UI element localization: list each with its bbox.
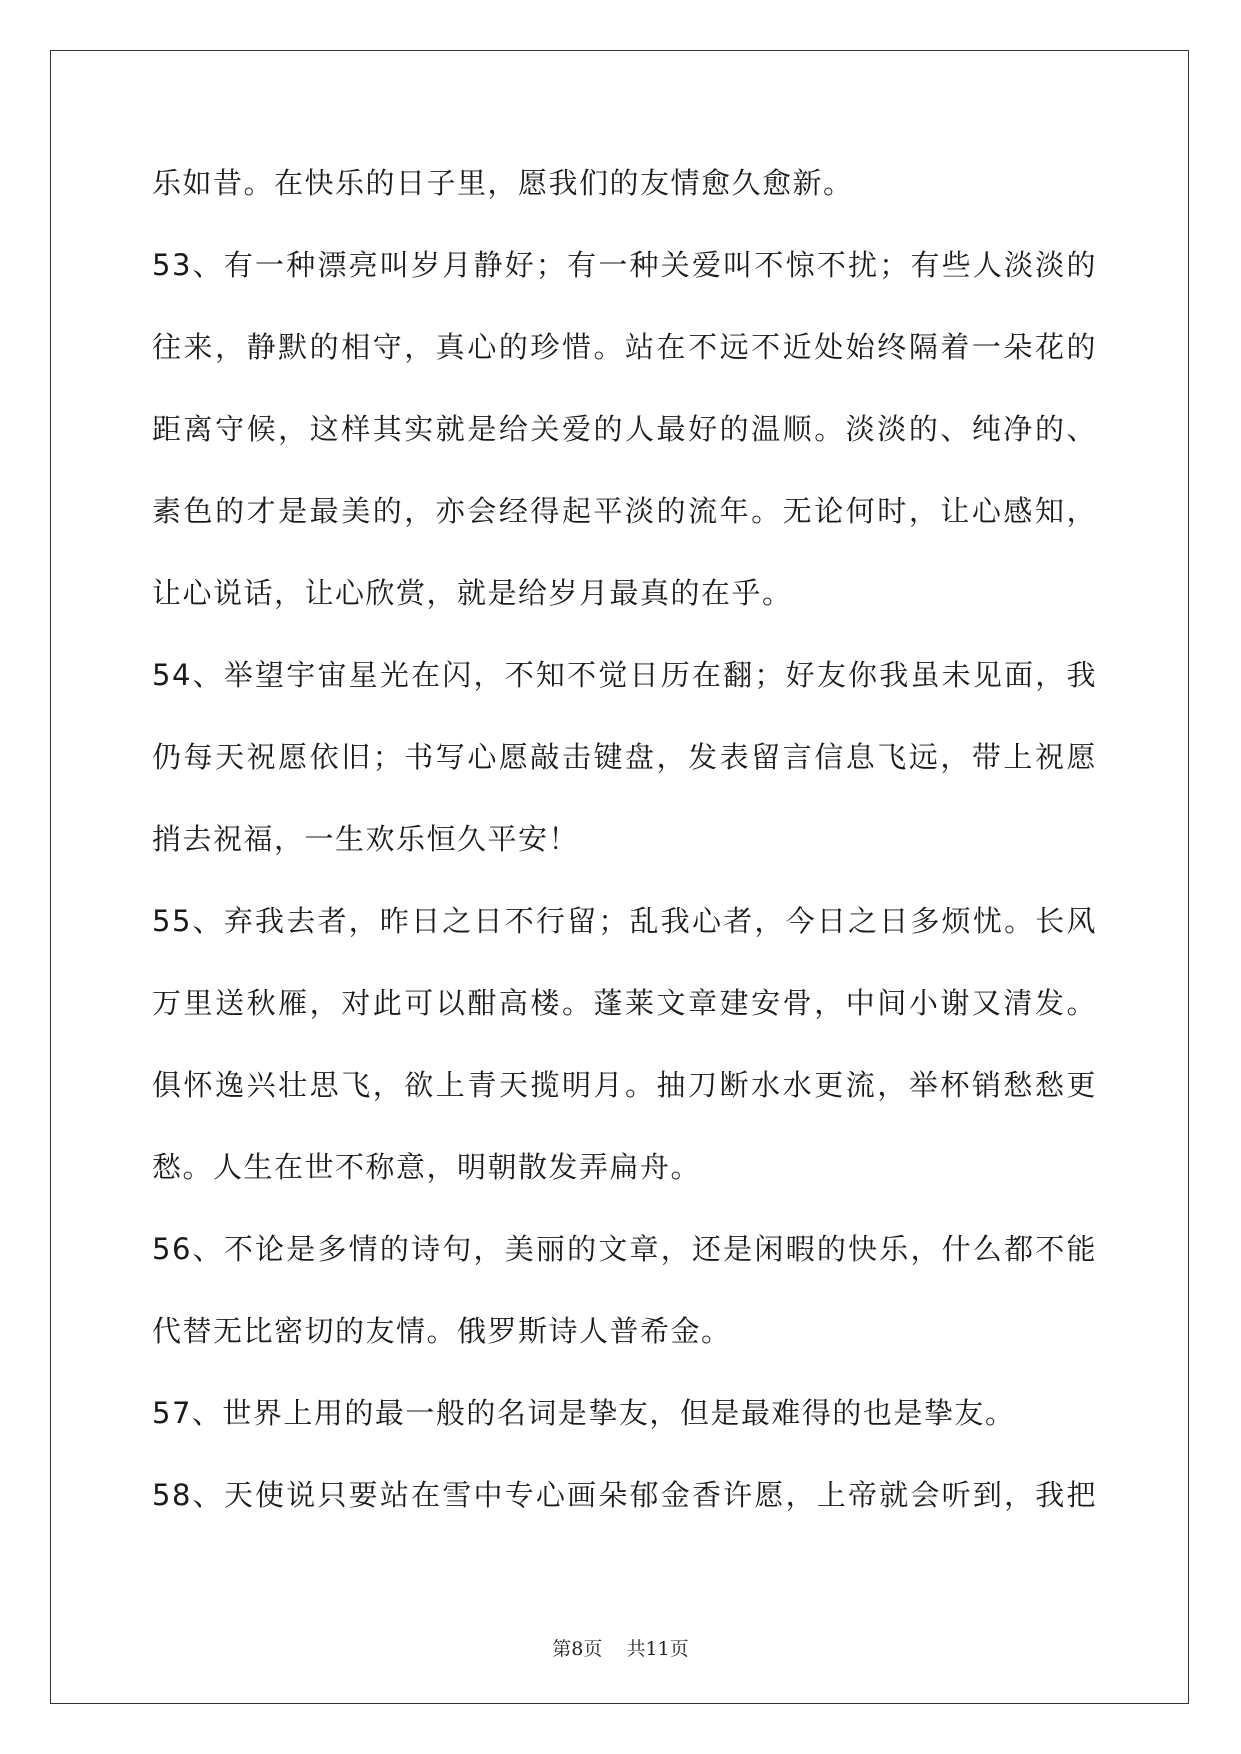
page-number: 第8页 bbox=[552, 1638, 603, 1660]
text-line: 57、世界上用的最一般的名词是挚友，但是最难得的也是挚友。 bbox=[152, 1396, 1016, 1430]
text-line: 仍每天祝愿依旧；书写心愿敲击键盘，发表留言信息飞远，带上祝愿 bbox=[152, 740, 1097, 774]
text-line: 56、不论是多情的诗句，美丽的文章，还是闲暇的快乐，什么都不能 bbox=[152, 1232, 1097, 1266]
document-body bbox=[152, 160, 1097, 1554]
text-line: 让心说话，让心欣赏，就是给岁月最真的在乎。 bbox=[152, 576, 793, 610]
text-line: 素色的才是最美的，亦会经得起平淡的流年。无论何时，让心感知， bbox=[152, 494, 1097, 528]
text-line: 58、天使说只要站在雪中专心画朵郁金香许愿，上帝就会听到，我把 bbox=[152, 1478, 1097, 1512]
text-line: 往来，静默的相守，真心的珍惜。站在不远不近处始终隔着一朵花的 bbox=[152, 330, 1097, 364]
page-footer bbox=[0, 1634, 1241, 1661]
text-line: 愁。人生在世不称意，明朝散发弄扁舟。 bbox=[152, 1150, 702, 1184]
text-line: 54、举望宇宙星光在闪，不知不觉日历在翻；好友你我虽未见面，我 bbox=[152, 658, 1097, 692]
text-line: 俱怀逸兴壮思飞，欲上青天揽明月。抽刀断水水更流，举杯销愁愁更 bbox=[152, 1068, 1097, 1102]
text-line: 55、弃我去者，昨日之日不行留；乱我心者，今日之日多烦忧。长风 bbox=[152, 904, 1097, 938]
text-line: 捎去祝福，一生欢乐恒久平安！ bbox=[152, 822, 580, 856]
text-line: 万里送秋雁，对此可以酣高楼。蓬莱文章建安骨，中间小谢又清发。 bbox=[152, 986, 1097, 1020]
text-line: 代替无比密切的友情。俄罗斯诗人普希金。 bbox=[152, 1314, 732, 1348]
page-total: 共11页 bbox=[626, 1638, 689, 1660]
text-line: 乐如昔。在快乐的日子里，愿我们的友情愈久愈新。 bbox=[152, 166, 854, 200]
text-line: 距离守候，这样其实就是给关爱的人最好的温顺。淡淡的、纯净的、 bbox=[152, 412, 1097, 446]
text-line: 53、有一种漂亮叫岁月静好；有一种关爱叫不惊不扰；有些人淡淡的 bbox=[152, 248, 1097, 282]
